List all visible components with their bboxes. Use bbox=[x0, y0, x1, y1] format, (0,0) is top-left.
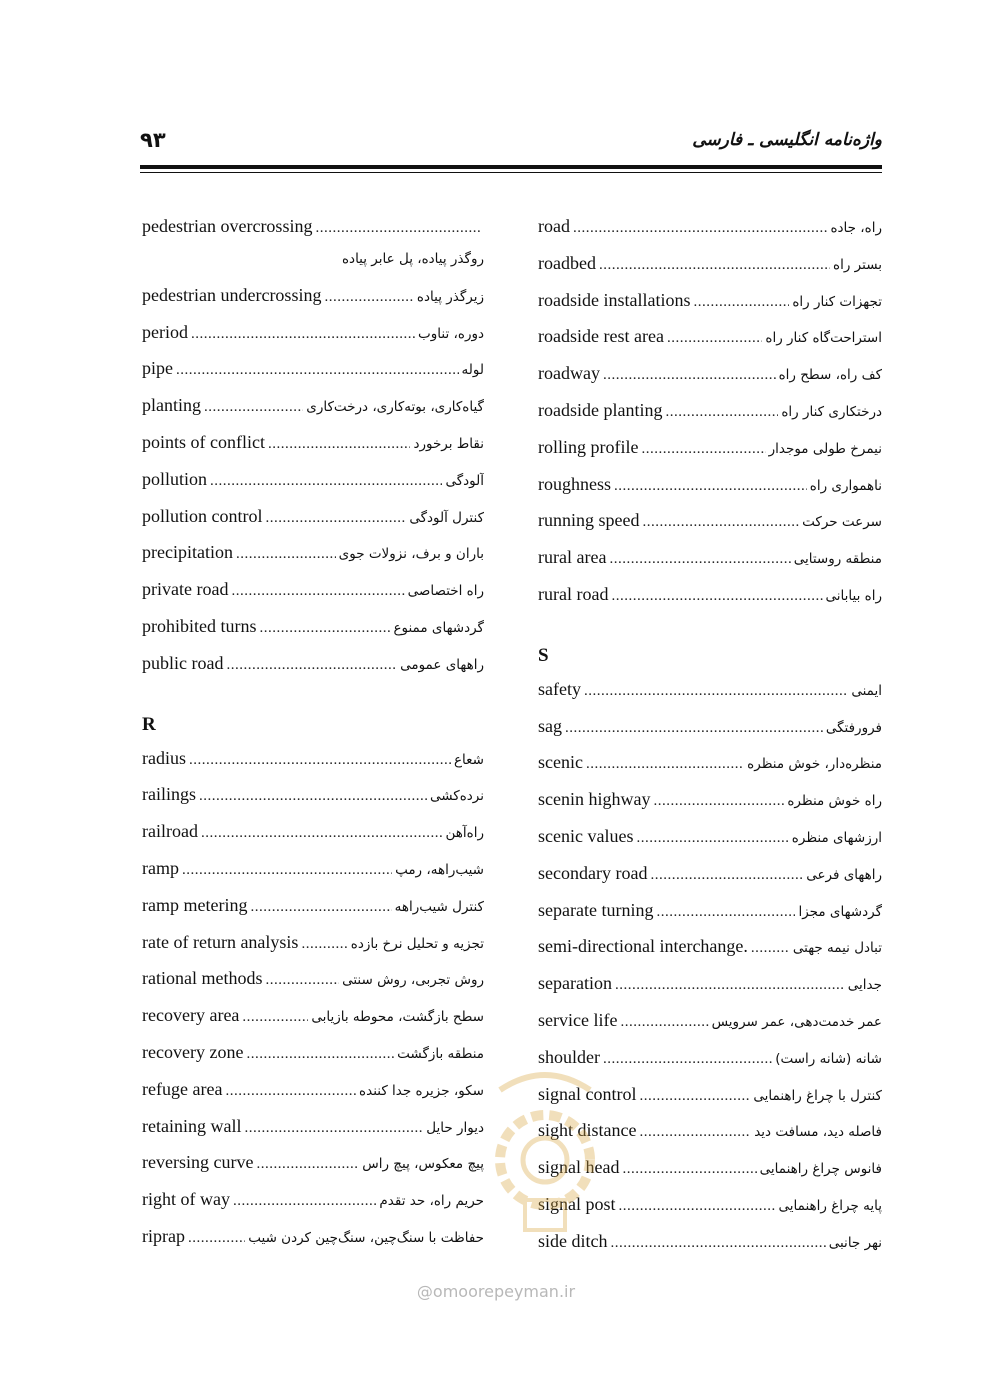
entry-translation: شعاع bbox=[454, 751, 484, 768]
entry-term: right of way bbox=[142, 1189, 230, 1210]
leader-dots bbox=[233, 1183, 376, 1218]
entry-term: planting bbox=[142, 395, 201, 416]
entry-translation: گردشهای ممنوع bbox=[393, 619, 484, 636]
leader-dots bbox=[565, 710, 823, 745]
glossary-entry bbox=[142, 277, 484, 314]
leader-dots bbox=[244, 1110, 423, 1145]
entry-term: riprap bbox=[142, 1225, 185, 1246]
glossary-entry bbox=[142, 1034, 484, 1071]
entry-term: rate of return analysis bbox=[142, 931, 299, 952]
leader-dots bbox=[603, 1041, 772, 1076]
entry-translation: جدایی bbox=[847, 977, 882, 994]
entry-translation: نرده‌کشی bbox=[429, 788, 484, 805]
entry-translation: کنترل شیب‌راهه bbox=[394, 898, 484, 915]
leader-dots bbox=[615, 967, 845, 1002]
entry-translation: زیرگذر پیاده bbox=[416, 288, 484, 305]
entry-term: railroad bbox=[142, 821, 198, 842]
entry-term: rural area bbox=[538, 547, 607, 568]
entry-term: separate turning bbox=[538, 899, 654, 920]
leader-dots bbox=[611, 1225, 826, 1260]
glossary-entry bbox=[142, 461, 484, 498]
gear-logo-icon bbox=[480, 1050, 610, 1240]
entry-translation: لوله bbox=[461, 362, 484, 379]
leader-dots bbox=[199, 778, 427, 813]
entries-r-cont bbox=[538, 208, 882, 613]
glossary-entry bbox=[142, 350, 484, 387]
leader-dots bbox=[693, 284, 789, 319]
entry-term: ramp bbox=[142, 857, 179, 878]
entry-translation: ایمنی bbox=[851, 682, 882, 699]
glossary-entry bbox=[142, 208, 484, 245]
glossary-entry bbox=[538, 429, 882, 466]
glossary-entry bbox=[142, 314, 484, 351]
entry-term: pollution control bbox=[142, 505, 263, 526]
entries-r bbox=[142, 740, 484, 1255]
header-rule-thin bbox=[140, 172, 882, 173]
entry-term: signal control bbox=[538, 1083, 637, 1104]
glossary-entry bbox=[142, 1218, 484, 1255]
entry-translation: دیوار حایل bbox=[426, 1119, 484, 1136]
site-watermark: @omoorepeyman.ir bbox=[416, 1282, 576, 1301]
leader-dots bbox=[667, 320, 762, 355]
section-letter-s: S bbox=[538, 644, 549, 666]
entry-translation: سرعت حرکت bbox=[802, 514, 882, 531]
entry-term: public road bbox=[142, 652, 224, 673]
entry-term: secondary road bbox=[538, 862, 648, 883]
leader-dots bbox=[250, 889, 391, 924]
entry-translation: کف راه، سطح راه bbox=[778, 367, 882, 384]
entry-term: rational methods bbox=[142, 968, 263, 989]
entry-term: running speed bbox=[538, 510, 640, 531]
entry-term: pollution bbox=[142, 468, 208, 489]
glossary-entry bbox=[538, 245, 882, 282]
entry-translation: باران و برف، نزولات جوی bbox=[338, 546, 484, 563]
leader-dots bbox=[650, 857, 803, 892]
glossary-entry bbox=[142, 387, 484, 424]
entry-term: pedestrian overcrossing bbox=[142, 216, 313, 236]
entry-term: sag bbox=[538, 715, 562, 736]
glossary-entry bbox=[538, 502, 882, 539]
leader-dots bbox=[622, 1151, 756, 1186]
entry-translation: سکو، جزیره جدا کننده bbox=[359, 1082, 484, 1099]
glossary-entry bbox=[538, 855, 882, 892]
entry-translation-wrapped: روگذر پیاده، پل عابر پیاده bbox=[341, 250, 484, 267]
entry-translation: منظره‌دار، خوش منظره bbox=[747, 756, 882, 773]
leader-dots bbox=[260, 610, 391, 645]
entry-translation: راههای فرعی bbox=[806, 866, 882, 883]
entry-term: scenic values bbox=[538, 825, 634, 846]
entry-translation: کنترل آلودگی bbox=[409, 509, 484, 526]
entry-translation: نیمرخ طولی موجدار bbox=[768, 440, 882, 457]
entry-translation: تجهزات کنار راه bbox=[792, 293, 882, 310]
entry-term: precipitation bbox=[142, 542, 233, 563]
entry-translation: پایه چراغ راهنمایی bbox=[778, 1197, 882, 1214]
leader-dots bbox=[611, 578, 822, 613]
glossary-entry bbox=[142, 1108, 484, 1145]
glossary-entry bbox=[142, 498, 484, 535]
entry-translation: گیاه‌کاری، بوته‌کاری، درخت‌کاری bbox=[306, 399, 484, 416]
glossary-entry bbox=[142, 608, 484, 645]
entry-translation: بستر راه bbox=[833, 256, 882, 273]
leader-dots bbox=[636, 820, 788, 855]
entry-term: railings bbox=[142, 784, 196, 805]
glossary-entry bbox=[538, 392, 882, 429]
glossary-entry bbox=[142, 1071, 484, 1108]
glossary-entry bbox=[142, 960, 484, 997]
leader-dots bbox=[315, 210, 481, 245]
glossary-entry bbox=[538, 355, 882, 392]
leader-dots bbox=[225, 1073, 356, 1108]
glossary-entry bbox=[142, 1181, 484, 1218]
entry-translation: راه بیابانی bbox=[825, 587, 882, 604]
entry-term: roadside planting bbox=[538, 399, 663, 420]
leader-dots bbox=[614, 468, 807, 503]
glossary-entry bbox=[538, 781, 882, 818]
entry-translation: راه خوش منظره bbox=[787, 793, 882, 810]
entry-translation: گردشهای مجزا bbox=[798, 903, 882, 920]
entry-translation: نقاط برخورد bbox=[413, 435, 484, 452]
entry-translation: آلودگی bbox=[445, 472, 484, 489]
entry-translation: راه اختصاصی bbox=[407, 583, 484, 600]
leader-dots bbox=[653, 783, 784, 818]
glossary-entry bbox=[538, 1002, 882, 1039]
left-column bbox=[142, 208, 484, 1255]
leader-dots bbox=[324, 279, 413, 314]
entry-translation: منطقه روستایی bbox=[793, 551, 882, 568]
entry-translation: تبادل نیمه جهتی bbox=[792, 940, 882, 957]
glossary-entry bbox=[142, 1144, 484, 1181]
glossary-entry bbox=[538, 708, 882, 745]
entry-translation: روش تجربی، روش سنتی bbox=[342, 972, 484, 989]
leader-dots bbox=[189, 742, 451, 777]
leader-dots bbox=[620, 1004, 708, 1039]
glossary-entry bbox=[538, 282, 882, 319]
leader-dots bbox=[603, 357, 776, 392]
glossary-entry bbox=[142, 534, 484, 571]
entry-term: signal post bbox=[538, 1193, 616, 1214]
entry-term: semi-directional interchange. bbox=[538, 936, 748, 957]
glossary-entry bbox=[142, 924, 484, 961]
entries-p bbox=[142, 277, 484, 682]
leader-dots bbox=[609, 541, 790, 576]
page-header bbox=[140, 128, 882, 158]
entry-translation: منطقه بازگشت bbox=[397, 1045, 484, 1062]
entry-translation: ارزشهای منظره bbox=[791, 829, 882, 846]
leader-dots bbox=[641, 431, 765, 466]
leader-dots bbox=[642, 504, 799, 539]
entry-term: reversing curve bbox=[142, 1152, 254, 1173]
entry-term: roadside installations bbox=[538, 289, 691, 310]
leader-dots bbox=[265, 962, 339, 997]
leader-dots bbox=[210, 463, 442, 498]
glossary-entry bbox=[538, 965, 882, 1002]
leader-dots bbox=[586, 746, 744, 781]
entry-translation: شیب‌راهه، رمپ bbox=[395, 861, 484, 878]
entry-term: rolling profile bbox=[538, 436, 639, 457]
leader-dots bbox=[266, 500, 407, 535]
entry-term: private road bbox=[142, 579, 229, 600]
entry-translation: شانه (شانه راست) bbox=[775, 1050, 882, 1067]
entry-translation: سطح بازگشت، محوطه بازیابی bbox=[311, 1009, 484, 1026]
entry-term: retaining wall bbox=[142, 1115, 242, 1136]
leader-dots bbox=[231, 573, 404, 608]
leader-dots bbox=[204, 389, 303, 424]
entry-translation: راه‌آهن bbox=[445, 825, 484, 842]
entry-term: roadbed bbox=[538, 252, 596, 273]
entry-term: radius bbox=[142, 747, 186, 768]
entry-term: roadside rest area bbox=[538, 326, 664, 347]
entry-translation: تجزیه و تحلیل نرخ بازده bbox=[350, 935, 484, 952]
entry-term: refuge area bbox=[142, 1078, 223, 1099]
glossary-entry bbox=[538, 928, 882, 965]
entry-term: ramp metering bbox=[142, 894, 248, 915]
glossary-entry bbox=[142, 776, 484, 813]
entry-term: rural road bbox=[538, 583, 609, 604]
entry-translation: دوره، تناوب bbox=[418, 325, 484, 342]
leader-dots bbox=[639, 1078, 750, 1113]
leader-dots bbox=[268, 426, 410, 461]
entry-term: recovery area bbox=[142, 1005, 240, 1026]
entry-translation: حریم راه، حد تقدم bbox=[379, 1193, 484, 1210]
glossary-entry bbox=[538, 818, 882, 855]
glossary-entry bbox=[142, 571, 484, 608]
glossary-entry bbox=[142, 887, 484, 924]
leader-dots bbox=[256, 1146, 359, 1181]
leader-dots bbox=[191, 316, 415, 351]
entry-term: signal head bbox=[538, 1157, 620, 1178]
glossary-entry bbox=[538, 466, 882, 503]
entry-term: period bbox=[142, 321, 188, 342]
entry-term: scenin highway bbox=[538, 789, 651, 810]
entry-term: road bbox=[538, 216, 570, 236]
glossary-entry bbox=[142, 740, 484, 777]
entry-term: safety bbox=[538, 678, 581, 699]
entry-term: roughness bbox=[538, 473, 611, 494]
entry-translation: راه، جاده bbox=[830, 220, 882, 236]
entry-translation: پیچ معکوس، پیچ راس bbox=[362, 1156, 484, 1173]
leader-dots bbox=[599, 247, 830, 282]
glossary-entry bbox=[142, 645, 484, 682]
glossary-entry bbox=[538, 576, 882, 613]
entry-term: service life bbox=[538, 1009, 618, 1030]
entry-translation: عمر خدمت‌دهی، عمر سرویس bbox=[711, 1013, 882, 1030]
glossary-entry bbox=[142, 424, 484, 461]
entry-translation: استراحت‌گاه کنار راه bbox=[765, 330, 882, 347]
leader-dots bbox=[201, 815, 443, 850]
leader-dots bbox=[301, 926, 347, 961]
leader-dots bbox=[665, 394, 778, 429]
header-rule-thick bbox=[140, 165, 882, 169]
entry-term: pedestrian undercrossing bbox=[142, 284, 322, 305]
leader-dots bbox=[751, 930, 790, 965]
leader-dots bbox=[584, 673, 848, 708]
entry-term: sight distance bbox=[538, 1120, 637, 1141]
glossary-entry bbox=[538, 539, 882, 576]
entry-term: pipe bbox=[142, 358, 173, 379]
page-number: ۹۳ bbox=[140, 128, 166, 152]
book-title: واژه‌نامه انگلیسی ـ فارسی bbox=[692, 130, 882, 150]
leader-dots bbox=[188, 1220, 245, 1255]
entry-translation: فانوس چراغ راهنمایی bbox=[759, 1161, 882, 1178]
leader-dots bbox=[656, 894, 795, 929]
glossary-entry bbox=[142, 997, 484, 1034]
entry-translation: درختکاری کنار راه bbox=[781, 403, 882, 420]
leader-dots bbox=[573, 210, 827, 245]
entry-term: separation bbox=[538, 973, 612, 994]
entry-term: points of conflict bbox=[142, 431, 265, 452]
leader-dots bbox=[226, 647, 397, 682]
entry-translation: حفاظت با سنگ‌چین، سنگ‌چین کردن شیب bbox=[248, 1229, 484, 1246]
section-letter-r: R bbox=[142, 713, 156, 735]
entry-translation: راههای عمومی bbox=[400, 656, 484, 673]
leader-dots bbox=[639, 1114, 751, 1149]
glossary-entry bbox=[142, 850, 484, 887]
glossary-entry bbox=[538, 744, 882, 781]
entry-translation: فاصله دید، مسافت دید bbox=[754, 1124, 882, 1141]
entry-term: roadway bbox=[538, 363, 600, 384]
leader-dots bbox=[176, 352, 459, 387]
leader-dots bbox=[619, 1188, 776, 1223]
entry-translation: نهر جانبی bbox=[828, 1234, 882, 1251]
leader-dots bbox=[246, 1036, 394, 1071]
leader-dots bbox=[182, 852, 392, 887]
entry-translation: کنترل با چراغ راهنمایی bbox=[753, 1087, 882, 1104]
entry-term: shoulder bbox=[538, 1046, 600, 1067]
entry-term: scenic bbox=[538, 752, 583, 773]
entry-term: prohibited turns bbox=[142, 615, 257, 636]
entry-translation: ناهمواری راه bbox=[809, 477, 882, 494]
leader-dots bbox=[236, 536, 336, 571]
glossary-entry bbox=[538, 892, 882, 929]
glossary-entry bbox=[142, 813, 484, 850]
leader-dots bbox=[242, 999, 308, 1034]
glossary-entry bbox=[538, 318, 882, 355]
glossary-entry bbox=[538, 671, 882, 708]
entry-translation: فرورفتگی bbox=[825, 719, 882, 736]
entry-term: side ditch bbox=[538, 1230, 608, 1251]
entry-term: recovery zone bbox=[142, 1041, 244, 1062]
glossary-entry bbox=[538, 208, 882, 245]
